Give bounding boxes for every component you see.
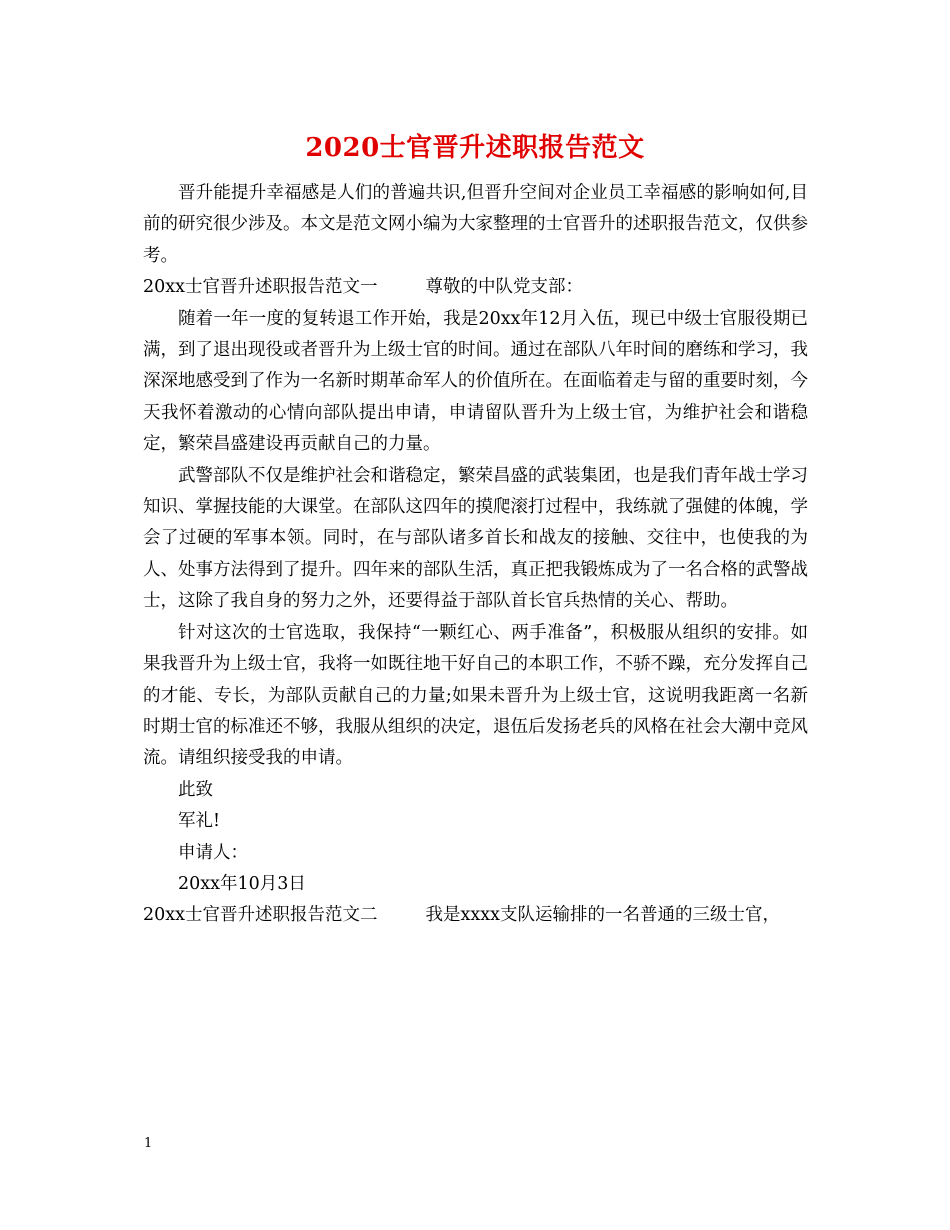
applicant-label: 申请人：: [178, 842, 248, 863]
page-number: 1: [144, 1136, 153, 1151]
sample-one-salutation: 尊敬的中队党支部：: [425, 277, 584, 298]
sample-one-heading-line: [143, 272, 808, 303]
sample-two-heading: 20xx士官晋升述职报告范文二: [143, 905, 378, 926]
document-body: [143, 178, 808, 932]
sample-two-heading-line: [143, 900, 808, 931]
application-date: 20xx年10月3日: [178, 873, 306, 894]
sample-two-opening: 我是xxxx支队运输排的一名普通的三级士官，: [425, 905, 780, 926]
body-paragraph-two: 武警部队不仅是维护社会和谐稳定，繁荣昌盛的武装集团，也是我们青年战士学习知识、掌握技能的大课堂。在部队这四年的摸爬滚打过程中，我练就了强健的体魄，学会了过硬的军事本领。同时，在与部队诸多首长和战友的接触、交往中，也使我的为人、处事方法得到了提升。四年来的部队生活，真正把我锻炼成为了一名合格的武警战士，这除了我自身的努力之外，还要得益于部队首长官兵热情的关心、帮助。: [143, 465, 808, 612]
sample-one-heading: 20xx士官晋升述职报告范文一: [143, 277, 378, 298]
body-paragraph-three: 针对这次的士官选取，我保持“一颗红心、两手准备”，积极服从组织的安排。如果我晋升为上级士官，我将一如既往地干好自己的本职工作，不骄不躁，充分发挥自己的才能、专长，为部队贡献自己的力量;如果未晋升为上级士官，这说明我距离一名新时期士官的标准还不够，我服从组织的决定，退伍后发扬老兵的风格在社会大潮中竞风流。请组织接受我的申请。: [143, 622, 808, 769]
closing-line-one: 此致: [178, 779, 213, 800]
intro-paragraph: 晋升能提升幸福感是人们的普遍共识,但晋升空间对企业员工幸福感的影响如何,目前的研究很少涉及。本文是范文网小编为大家整理的士官晋升的述职报告范文，仅供参考。: [143, 183, 808, 266]
closing-line-two: 军礼!: [178, 811, 221, 832]
body-paragraph-one: 随着一年一度的复转退工作开始，我是20xx年12月入伍，现已中级士官服役期已满，到了退出现役或者晋升为上级士官的时间。通过在部队八年时间的磨练和学习，我深深地感受到了作为一名新时期革命军人的价值所在。在面临着走与留的重要时刻，今天我怀着激动的心情向部队提出申请，申请留队晋升为上级士官，为维护社会和谐稳定，繁荣昌盛建设再贡献自己的力量。: [143, 308, 808, 455]
document-title: 2020士官晋升述职报告范文: [305, 133, 645, 163]
